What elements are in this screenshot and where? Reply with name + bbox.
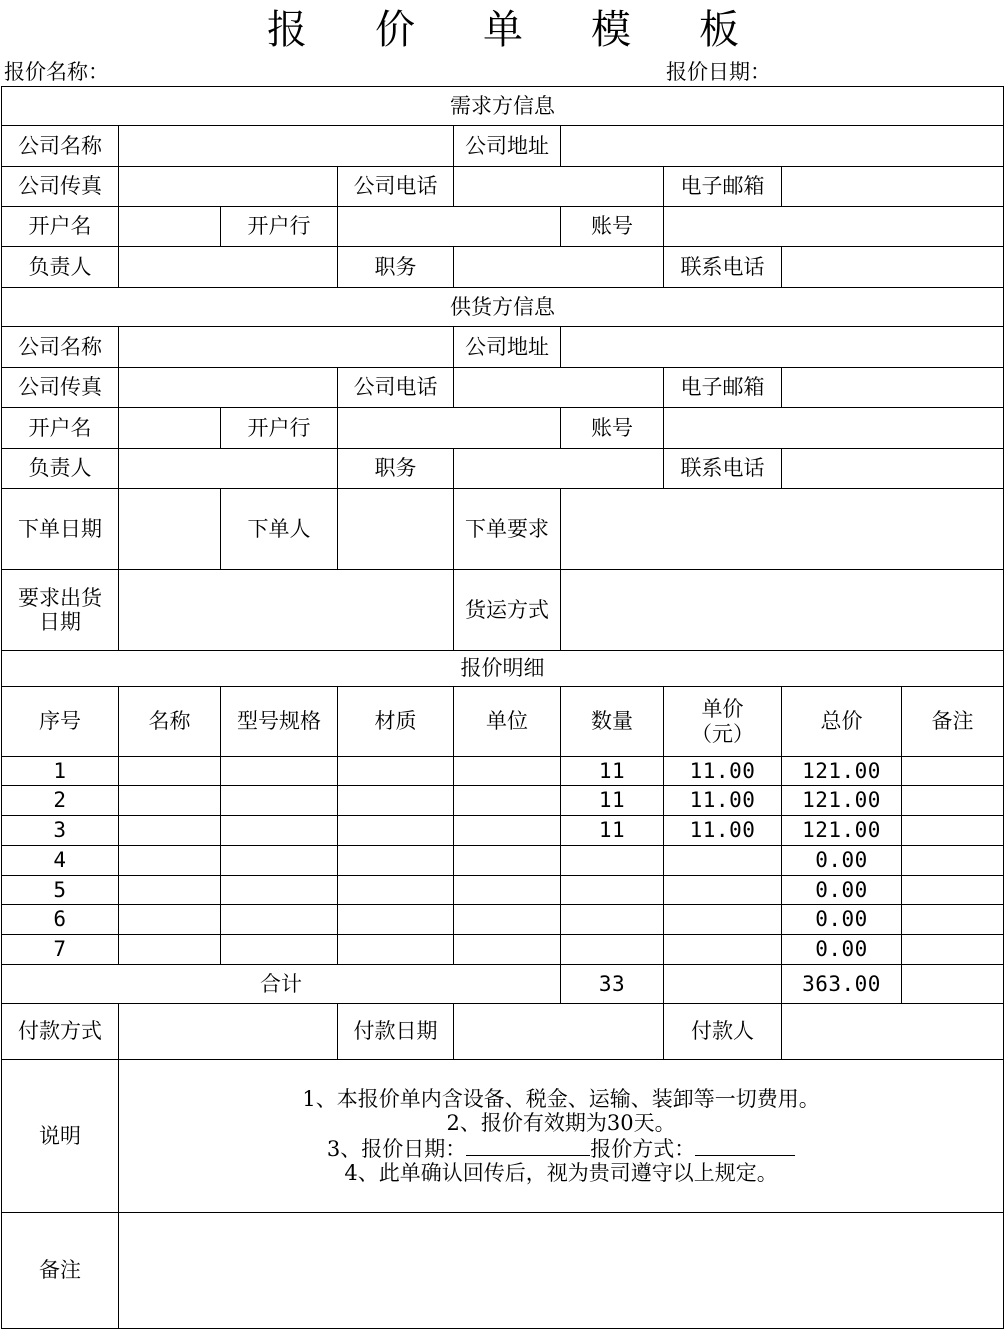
supplier-company-name-label: 公司名称	[2, 327, 119, 368]
note-line-3	[119, 1135, 1003, 1161]
row-model[interactable]	[221, 846, 338, 876]
table-row	[2, 876, 1004, 905]
supplier-company-phone-field[interactable]	[454, 368, 664, 408]
row-unit[interactable]	[454, 876, 561, 905]
row-unit[interactable]	[454, 935, 561, 965]
total-qty: 33	[561, 965, 664, 1004]
col-header-seq: 序号	[2, 687, 119, 757]
supplier-account-no-label: 账号	[561, 408, 664, 449]
row-seq: 6	[2, 905, 119, 935]
ship-date-label-line2: 日期	[39, 610, 81, 634]
row-seq: 7	[2, 935, 119, 965]
col-header-material: 材质	[338, 687, 454, 757]
total-row	[2, 965, 1004, 1004]
supplier-email-field[interactable]	[782, 368, 1004, 408]
row-model[interactable]	[221, 905, 338, 935]
buyer-company-address-field[interactable]	[561, 126, 1004, 167]
buyer-company-phone-label: 公司电话	[338, 167, 454, 207]
row-unit[interactable]	[454, 816, 561, 846]
row-material[interactable]	[338, 816, 454, 846]
ship-date-label-line1: 要求出货	[18, 585, 102, 610]
supplier-account-no-field[interactable]	[664, 408, 1004, 449]
row-model[interactable]	[221, 757, 338, 786]
title-char: 价	[375, 7, 415, 53]
row-name[interactable]	[119, 905, 221, 935]
supplier-account-name-field[interactable]	[119, 408, 221, 449]
row-note[interactable]	[902, 786, 1004, 816]
payment-date-field[interactable]	[454, 1004, 664, 1060]
table-row	[2, 786, 1004, 816]
payer-label: 付款人	[664, 1004, 782, 1060]
order-date-field[interactable]	[119, 489, 221, 570]
col-header-qty: 数量	[561, 687, 664, 757]
row-model[interactable]	[221, 786, 338, 816]
note-line-3-date: 3、报价日期：	[326, 1137, 467, 1161]
supplier-company-address-label: 公司地址	[454, 327, 561, 368]
row-name[interactable]	[119, 757, 221, 786]
buyer-position-label: 职务	[338, 247, 454, 288]
supplier-company-fax-label: 公司传真	[2, 368, 119, 408]
buyer-account-no-label: 账号	[561, 207, 664, 247]
payment-method-field[interactable]	[119, 1004, 338, 1060]
supplier-company-phone-label: 公司电话	[338, 368, 454, 408]
row-name[interactable]	[119, 846, 221, 876]
section-buyer-info: 需求方信息	[2, 87, 1004, 126]
buyer-email-field[interactable]	[782, 167, 1004, 207]
col-header-amount: 总价	[782, 687, 902, 757]
row-price[interactable]: 11.00	[664, 786, 782, 816]
buyer-company-fax-field[interactable]	[119, 167, 338, 207]
note-line-1: 1、本报价单内含设备、税金、运输、装卸等一切费用。	[302, 1086, 820, 1111]
buyer-company-name-label: 公司名称	[2, 126, 119, 167]
quote-sheet	[1, 86, 1004, 1329]
quote-date-label: 报价日期：	[666, 60, 771, 84]
order-requirements-label: 下单要求	[454, 489, 561, 570]
row-seq: 4	[2, 846, 119, 876]
supplier-bank-label: 开户行	[221, 408, 338, 449]
supplier-company-name-field[interactable]	[119, 327, 454, 368]
row-name[interactable]	[119, 935, 221, 965]
order-date-label: 下单日期	[2, 489, 119, 570]
row-qty[interactable]: 11	[561, 757, 664, 786]
row-model[interactable]	[221, 935, 338, 965]
buyer-company-phone-field[interactable]	[454, 167, 664, 207]
buyer-account-name-label: 开户名	[2, 207, 119, 247]
supplier-person-field[interactable]	[119, 449, 338, 489]
shipping-method-label: 货运方式	[454, 570, 561, 651]
title-char: 板	[699, 7, 739, 53]
col-header-price-line1: 单价	[701, 697, 744, 722]
row-seq: 2	[2, 786, 119, 816]
row-qty[interactable]	[561, 876, 664, 905]
supplier-contact-phone-field[interactable]	[782, 449, 1004, 489]
row-qty[interactable]: 11	[561, 786, 664, 816]
supplier-bank-field[interactable]	[338, 408, 561, 449]
quote-date-blank[interactable]	[466, 1135, 590, 1156]
row-model[interactable]	[221, 816, 338, 846]
supplier-email-label: 电子邮箱	[664, 368, 782, 408]
order-requirements-field[interactable]	[561, 489, 1004, 570]
document-title	[0, 2, 1006, 58]
supplier-account-name-label: 开户名	[2, 408, 119, 449]
supplier-company-address-field[interactable]	[561, 327, 1004, 368]
row-name[interactable]	[119, 786, 221, 816]
title-char: 报	[267, 7, 307, 53]
row-material[interactable]	[338, 846, 454, 876]
title-char: 单	[483, 7, 523, 53]
row-price[interactable]: 11.00	[664, 757, 782, 786]
row-note[interactable]	[902, 905, 1004, 935]
row-seq: 1	[2, 757, 119, 786]
supplier-position-field[interactable]	[454, 449, 664, 489]
row-price[interactable]	[664, 935, 782, 965]
quote-name-label: 报价名称：	[4, 60, 109, 84]
table-row	[2, 757, 1004, 786]
row-note[interactable]	[902, 757, 1004, 786]
shipping-method-field[interactable]	[561, 570, 1004, 651]
total-note-empty	[902, 965, 1004, 1004]
row-name[interactable]	[119, 816, 221, 846]
buyer-contact-phone-field[interactable]	[782, 247, 1004, 288]
row-unit[interactable]	[454, 757, 561, 786]
col-header-price	[664, 687, 782, 757]
note-line-2: 2、报价有效期为30天。	[446, 1110, 676, 1135]
note-line-4: 4、此单确认回传后，视为贵司遵守以上规定。	[344, 1161, 778, 1186]
payment-date-label: 付款日期	[338, 1004, 454, 1060]
col-header-price-line2: （元）	[691, 721, 754, 746]
buyer-bank-field[interactable]	[338, 207, 561, 247]
row-unit[interactable]	[454, 846, 561, 876]
row-name[interactable]	[119, 876, 221, 905]
table-row	[2, 905, 1004, 935]
row-amount: 0.00	[782, 905, 902, 935]
supplier-position-label: 职务	[338, 449, 454, 489]
buyer-company-address-label: 公司地址	[454, 126, 561, 167]
row-note[interactable]	[902, 816, 1004, 846]
row-note[interactable]	[902, 876, 1004, 905]
title-char: 模	[591, 7, 631, 53]
section-supplier-info: 供货方信息	[2, 288, 1004, 327]
row-amount: 0.00	[782, 876, 902, 905]
payment-method-label: 付款方式	[2, 1004, 119, 1060]
orderer-field[interactable]	[338, 489, 454, 570]
row-model[interactable]	[221, 876, 338, 905]
row-qty[interactable]	[561, 905, 664, 935]
buyer-account-no-field[interactable]	[664, 207, 1004, 247]
row-note[interactable]	[902, 935, 1004, 965]
ship-date-label	[2, 570, 119, 651]
row-material[interactable]	[338, 876, 454, 905]
row-price[interactable]: 11.00	[664, 816, 782, 846]
col-header-name: 名称	[119, 687, 221, 757]
buyer-company-name-field[interactable]	[119, 126, 454, 167]
table-row	[2, 846, 1004, 876]
payer-field[interactable]	[782, 1004, 1004, 1060]
row-qty[interactable]	[561, 846, 664, 876]
row-unit[interactable]	[454, 786, 561, 816]
row-material[interactable]	[338, 905, 454, 935]
row-seq: 5	[2, 876, 119, 905]
ship-date-field[interactable]	[119, 570, 454, 651]
quote-method-blank[interactable]	[695, 1135, 795, 1156]
buyer-email-label: 电子邮箱	[664, 167, 782, 207]
col-header-model: 型号规格	[221, 687, 338, 757]
explanation-notes	[119, 1060, 1004, 1213]
row-amount: 0.00	[782, 846, 902, 876]
remarks-field[interactable]	[119, 1213, 1004, 1329]
total-price-empty	[664, 965, 782, 1004]
buyer-person-label: 负责人	[2, 247, 119, 288]
row-unit[interactable]	[454, 905, 561, 935]
row-amount: 121.00	[782, 757, 902, 786]
remarks-label: 备注	[2, 1213, 119, 1329]
buyer-bank-label: 开户行	[221, 207, 338, 247]
row-material[interactable]	[338, 935, 454, 965]
row-price[interactable]	[664, 876, 782, 905]
col-header-note: 备注	[902, 687, 1004, 757]
row-amount: 0.00	[782, 935, 902, 965]
supplier-company-fax-field[interactable]	[119, 368, 338, 408]
row-price[interactable]	[664, 905, 782, 935]
total-label: 合计	[2, 965, 561, 1004]
section-quote-detail: 报价明细	[2, 651, 1004, 687]
buyer-company-fax-label: 公司传真	[2, 167, 119, 207]
row-amount: 121.00	[782, 786, 902, 816]
explanation-label: 说明	[2, 1060, 119, 1213]
supplier-person-label: 负责人	[2, 449, 119, 489]
table-row	[2, 816, 1004, 846]
note-line-3-method: 报价方式：	[590, 1137, 696, 1161]
table-row	[2, 935, 1004, 965]
row-qty[interactable]: 11	[561, 816, 664, 846]
row-amount: 121.00	[782, 816, 902, 846]
buyer-contact-phone-label: 联系电话	[664, 247, 782, 288]
row-price[interactable]	[664, 846, 782, 876]
row-material[interactable]	[338, 757, 454, 786]
total-amount: 363.00	[782, 965, 902, 1004]
row-qty[interactable]	[561, 935, 664, 965]
row-note[interactable]	[902, 846, 1004, 876]
row-seq: 3	[2, 816, 119, 846]
buyer-position-field[interactable]	[454, 247, 664, 288]
col-header-unit: 单位	[454, 687, 561, 757]
supplier-contact-phone-label: 联系电话	[664, 449, 782, 489]
row-material[interactable]	[338, 786, 454, 816]
buyer-person-field[interactable]	[119, 247, 338, 288]
orderer-label: 下单人	[221, 489, 338, 570]
buyer-account-name-field[interactable]	[119, 207, 221, 247]
